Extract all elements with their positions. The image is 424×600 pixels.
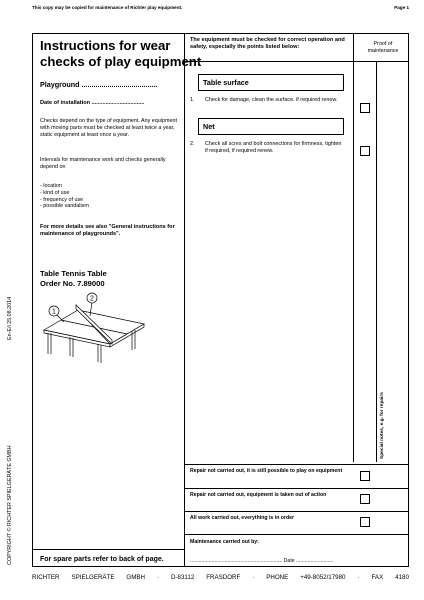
footer-word: PHONE (266, 574, 289, 581)
callout-1: 1 (52, 308, 56, 316)
footer-word: SPIELGERÄTE (71, 574, 115, 581)
repair-row-divider-1 (184, 464, 408, 465)
proof-of-maintenance-header: Proof of maintenance (367, 41, 399, 54)
footer-word: GMBH (126, 574, 145, 581)
item-text-net: Check all scres and bolt connections for firmness, tighten if required, if required renew. (205, 141, 342, 154)
order-number: Order No. 7.89000 (40, 279, 105, 288)
page-title-line1: Instructions for wear (40, 38, 171, 53)
notes-column-divider (376, 62, 377, 462)
page-title-line2: checks of play equipment (40, 54, 202, 69)
repair-option-out-of-action: Repair not carried out, equipment is taken out of action (190, 492, 327, 498)
footer-word: FRASDORF (206, 574, 241, 581)
repair-row-divider-3 (184, 511, 408, 512)
list-item: - possible vandalism (40, 203, 89, 210)
checkbox-all-done[interactable] (360, 517, 370, 527)
copy-note: This copy may be copied for maintenance of Richter play equipment. (32, 5, 183, 10)
section-title-table-surface: Table surface (198, 74, 344, 91)
item-number: 1. (190, 97, 195, 103)
more-details-text: For more details see also "General instructions for maintenance of playgrounds". (40, 224, 175, 237)
callout-2: 2 (90, 295, 94, 303)
header-divider (184, 61, 408, 62)
footer-phone: +49-8052/17980 (300, 574, 346, 581)
spare-parts-divider (33, 549, 184, 550)
side-copyright: COPYRIGHT © RICHTER SPIELGERÄTE GMBH (7, 445, 13, 565)
special-notes-label: Special notes, e.g. for repairs (380, 392, 385, 459)
item-number: 2. (190, 141, 195, 147)
intro-text: Checks depend on the type of equipment. Any equipment with moving parts must be checked at least twice a year, static equipment at least once a year. (40, 118, 177, 138)
checkbox-column-divider (353, 34, 354, 462)
footer-word: RICHTER (32, 574, 60, 581)
repair-option-playable: Repair not carried out, it is still possible to play on equipment (190, 468, 343, 474)
checkbox-repair-out-of-action[interactable] (360, 494, 370, 504)
item-text-table-surface: Check for damage, clean the surface. if required renew. (205, 97, 338, 103)
playground-field[interactable]: Playground ...................................... (40, 80, 158, 89)
checkbox-net[interactable] (360, 146, 370, 156)
repair-row-divider-2 (184, 488, 408, 489)
footer-separator: · (156, 574, 160, 581)
table-tennis-illustration (40, 292, 150, 367)
footer-separator: · (252, 574, 255, 581)
maintenance-by-label: Maintenance carried out by: (190, 539, 259, 545)
checklist-header: The equipment must be checked for correct operation and safety, especially the points listed below: (190, 37, 345, 50)
page-number: Page 1 (394, 5, 409, 10)
list-item: - frequency of use (40, 196, 84, 203)
list-item: - location (40, 183, 62, 189)
side-date-label: En-E/i 25.08.2014 (7, 296, 13, 340)
maintenance-form (32, 33, 409, 567)
footer-word: FAX (371, 574, 384, 581)
checkbox-repair-playable[interactable] (360, 471, 370, 481)
spare-parts-note: For spare parts refer to back of page. (40, 556, 164, 563)
list-item: - kind of use (40, 189, 70, 196)
company-footer (32, 574, 409, 581)
column-divider (184, 34, 185, 566)
installation-date-field[interactable]: Date of installation .................................. (40, 100, 145, 106)
footer-separator: · (357, 574, 360, 581)
footer-word: D-83112 (170, 574, 195, 581)
product-name: Table Tennis Table (40, 269, 107, 278)
signature-date-line[interactable]: ................................................................ Date .......................... (190, 558, 334, 564)
maintenance-row-divider (184, 534, 408, 535)
checkbox-table-surface[interactable] (360, 103, 370, 113)
repair-option-all-done: All work carried out, everything is in order (190, 515, 295, 521)
intervals-text: Intervals for maintenance work and checks generally depend on (40, 157, 166, 170)
depend-list (40, 183, 89, 210)
footer-fax: 4180 (395, 574, 409, 581)
section-title-net: Net (198, 118, 344, 135)
